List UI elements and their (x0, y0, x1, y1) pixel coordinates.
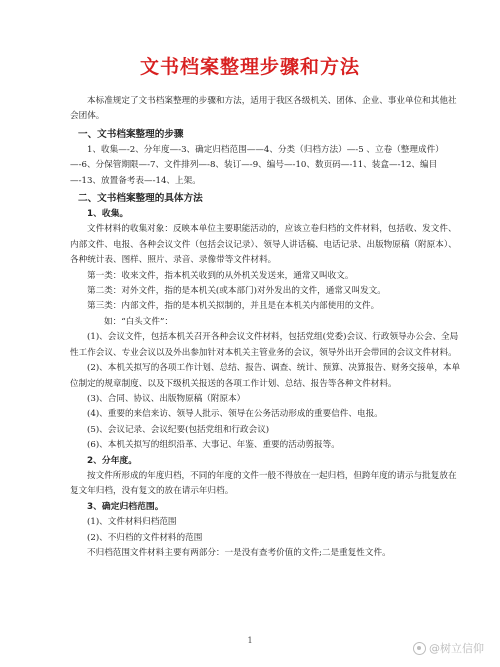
category-2: 第二类：对外文件，指的是本机关(或本部门)对外发出的文件，通常又叫发文。 (87, 286, 386, 297)
watermark-logo-icon (413, 642, 426, 655)
section-heading-methods: 二、文书档案整理的具体方法 (78, 193, 203, 205)
watermark-text: @树立信仰 (429, 642, 484, 655)
list-item-3: (3)、合同、协议、出版物原稿（附原本） (87, 393, 246, 404)
scope-item-1: (1)、文件材料归档范围 (87, 517, 177, 528)
example-label: 如：“白头文件”： (104, 316, 173, 327)
list-item-2: (2)、本机关拟写的各项工作计划、总结、报告、调查、统计、预算、决算报告、财务交接单，本单位制定的规章制度、以及下级机关报送的各项工作计划、总结、报告等各种文件材料。 (70, 363, 461, 389)
subheading-scope: 3、确定归档范围。 (87, 501, 164, 512)
category-3: 第三类：内部文件，指的是本机关拟制的，并且是在本机关内部使用的文件。 (87, 301, 380, 312)
year-paragraph: 按文件所形成的年度归档，不同的年度的文件一般不得放在一起归档，但跨年度的请示与批复放在复文年归档，没有复文的放在请示年归档。 (70, 470, 457, 497)
category-1: 第一类：收来文件，指本机关收到的从外机关发送来，通常又叫收文。 (87, 270, 354, 281)
document-body (70, 94, 462, 561)
intro-paragraph: 本标准规定了文书档案整理的步骤和方法，适用于我区各级机关、团体、企业、事业单位和其他社会团体。 (70, 96, 457, 122)
list-item-1: (1)、会议文件，包括本机关召开各种会议文件材料，包括党组(党委)会议、行政领导办公会、全局性工作会议、专业会议以及外出参加针对本机关主管业务的会议，领导外出开会带回的会议文件材料。 (70, 332, 459, 358)
list-item-6: (6)、本机关拟写的组织沿革、大事记、年鉴、重要的活动剪报等。 (87, 440, 340, 451)
subheading-year: 2、分年度。 (87, 455, 138, 466)
scope-item-2: (2)、不归档的文件材料的范围 (87, 532, 203, 543)
subheading-collect: 1、收集。 (87, 209, 129, 220)
list-item-4: (4)、重要的来信来访、领导人批示、领导在公务活动形成的重要信件、电报。 (87, 409, 383, 420)
list-item-5: (5)、会议记录、会议纪要(包括党组和行政会议) (87, 424, 270, 435)
page-title: 文书档案整理步骤和方法 (139, 56, 360, 78)
watermark (413, 640, 484, 656)
page-number: 1 (247, 636, 253, 645)
steps-paragraph: 1、收集—-2、分年度—-3、确定归档范围——4、分类（归档方法）—-5 、立卷（整理成件）—-6、分保管期限—-7、文件排列—-8、装订—-9、编号—-10、数页码—-11、装盒—-12、编目—-13、放置备考表—-14、上架。 (70, 144, 444, 186)
scope-paragraph: 不归档范围文件材料主要有两部分：一是没有查考价值的文件;二是重复性文件。 (87, 547, 391, 558)
section-heading-steps: 一、文书档案整理的步骤 (78, 128, 184, 140)
collect-paragraph: 文件材料的收集对象：反映本单位主要职能活动的，应该立卷归档的文件材料，包括收、发文件、内部文件、电报、各种会议文件（包括会议记录）、领导人讲话稿、电话记录、出版物原稿（附原本）、各种统计表、图样、照片、录音、录像带等文件材料。 (70, 224, 457, 266)
